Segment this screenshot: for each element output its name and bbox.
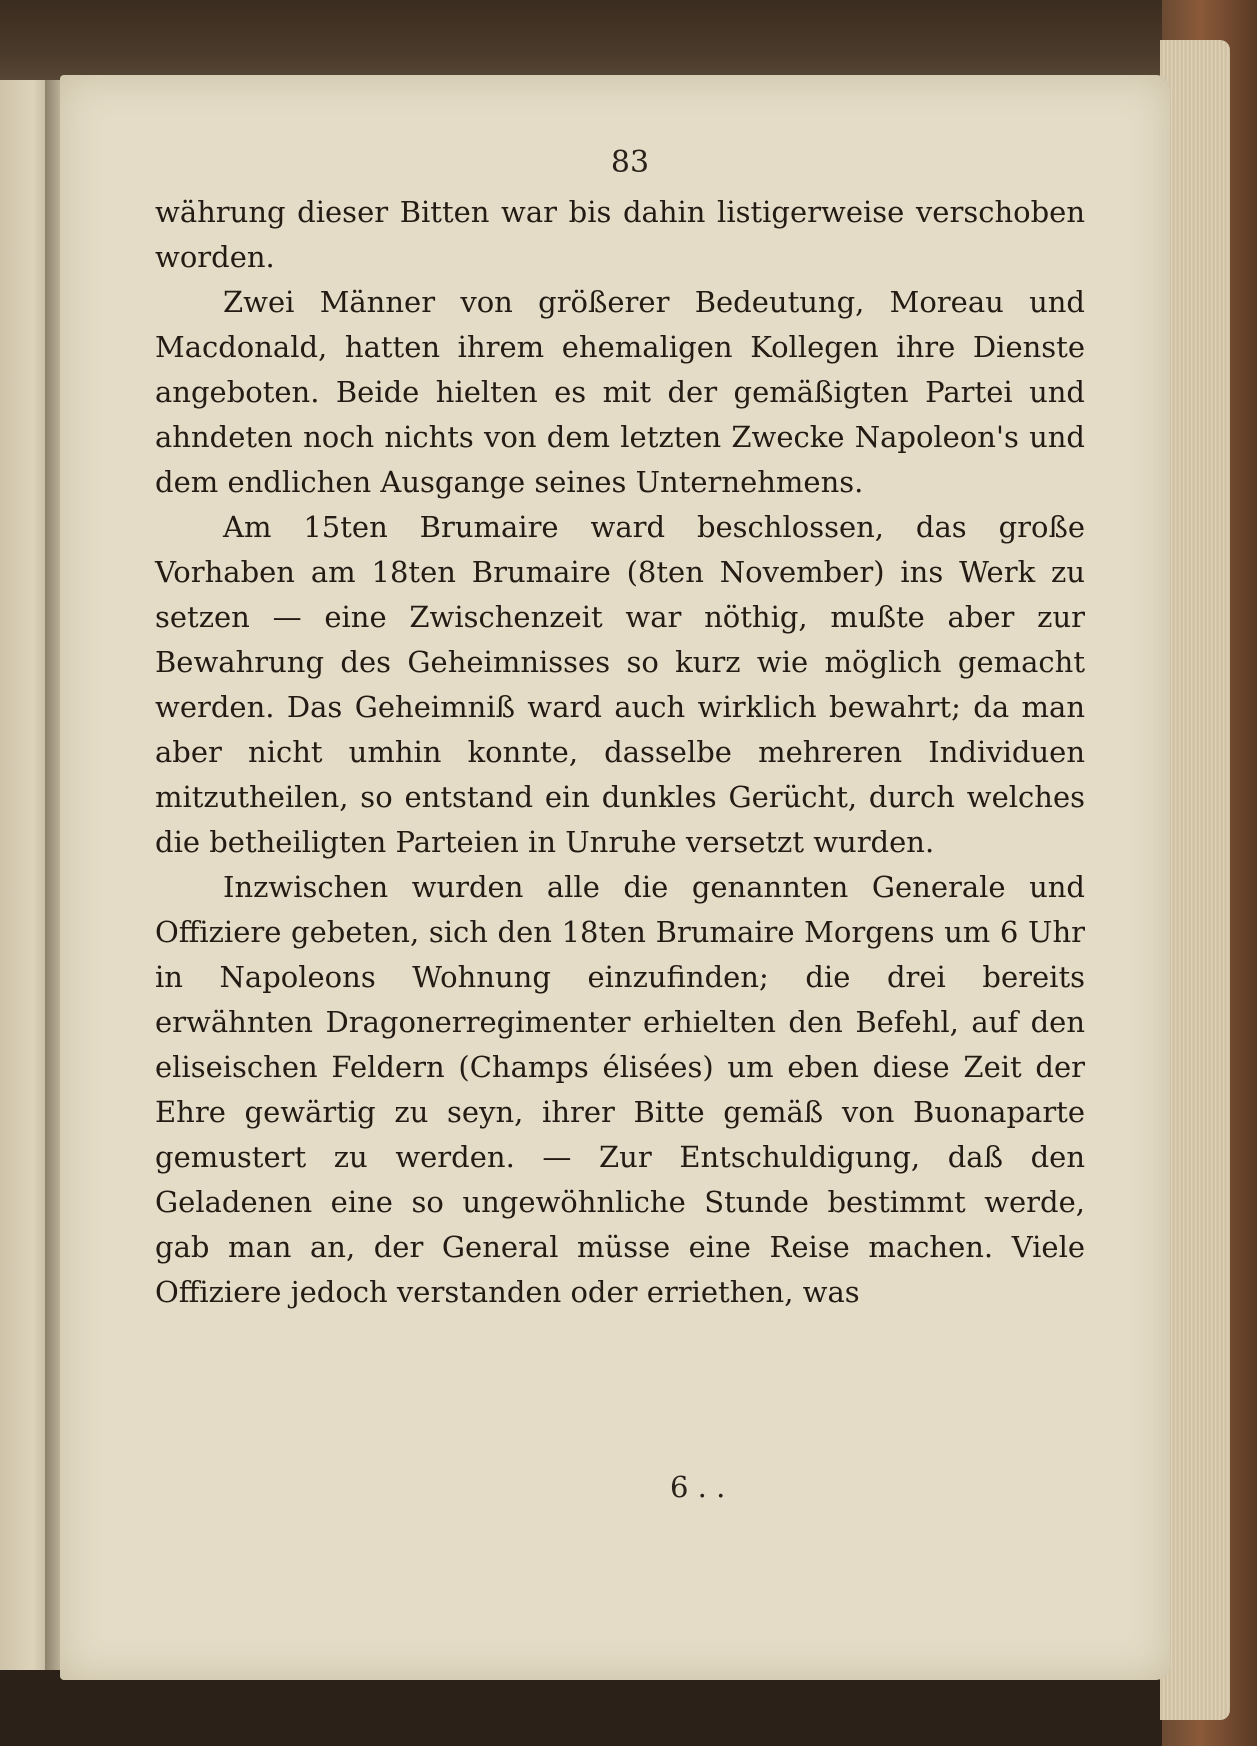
signature-mark: 6 . . xyxy=(670,1470,726,1504)
paragraph: Inzwischen wurden alle die genannten Generale und Offiziere gebeten, sich den 18ten Brumaire Morgens um 6 Uhr in Napoleons Wohnung einzufinden; die drei bereits erwähnten Dragonerregimenter erhielten den Befehl, auf den eliseischen Feldern (Champs élisées) um eben diese Zeit der Ehre gewärtig zu seyn, ihrer Bitte gemäß von Buonaparte gemustert zu werden. — Zur Entschuldigung, daß den Geladenen eine so ungewöhnliche Stunde bestimmt werde, gab man an, der General müsse eine Reise machen. Viele Offiziere jedoch verstanden oder erriethen, was xyxy=(155,870,1085,1309)
page-edges xyxy=(1160,40,1230,1720)
paragraph: Zwei Männer von größerer Bedeutung, Moreau und Macdonald, hatten ihrem ehemaligen Kollegen ihre Dienste angeboten. Beide hielten es mit der gemäßigten Partei und ahndeten noch nichts von dem letzten Zwecke Napoleon's und dem endlichen Ausgange seines Unternehmens. xyxy=(155,285,1085,499)
page-number: 83 xyxy=(610,145,650,180)
paragraph-continuation: währung dieser Bitten war bis dahin listigerweise verschoben worden. xyxy=(155,195,1085,274)
paragraph: Am 15ten Brumaire ward beschlossen, das große Vorhaben am 18ten Brumaire (8ten November) ins Werk zu setzen — eine Zwischenzeit war nöthig, mußte aber zur Bewahrung des Geheimnisses so kurz wie möglich gemacht werden. Das Geheimniß ward auch wirklich bewahrt; da man aber nicht umhin konnte, dasselbe mehreren Individuen mitzutheilen, so entstand ein dunkles Gerücht, durch welches die betheiligten Parteien in Unruhe versetzt wurden. xyxy=(155,510,1085,859)
book-page xyxy=(60,75,1170,1680)
page-text xyxy=(155,190,1085,1315)
